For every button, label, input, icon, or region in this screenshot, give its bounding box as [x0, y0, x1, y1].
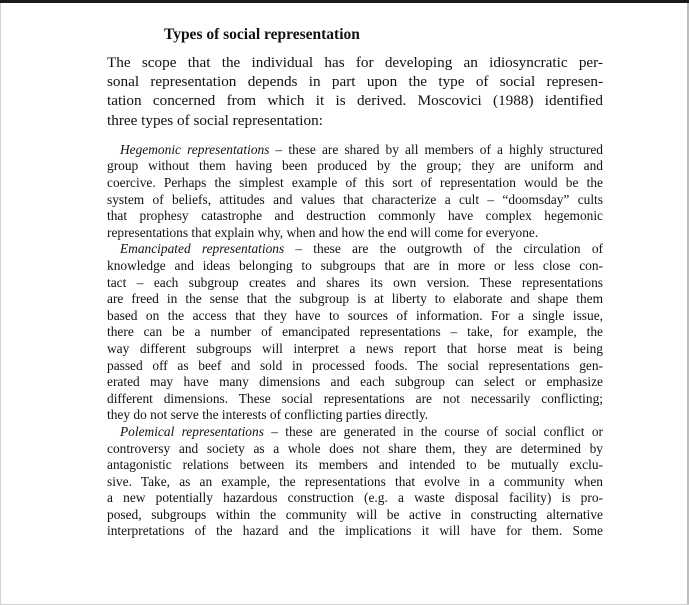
paragraph-line: there can be a number of emancipated representations – take, for example, the	[107, 324, 603, 340]
intro-line: The scope that the individual has for developing an idiosyncratic per-	[107, 54, 603, 71]
document-page	[107, 24, 603, 540]
polemical-term: Polemical representations	[120, 423, 264, 439]
hegemonic-term: Hegemonic representations	[120, 141, 270, 157]
intro-line: tation concerned from which it is derived. Moscovici (1988) identified	[107, 92, 603, 110]
intro-line: sonal representation depends in part upon the type of social represen-	[107, 73, 603, 91]
paragraph-line: based on the access that they have to sources of information. For a single issue,	[107, 307, 603, 323]
paragraph-first-line	[107, 241, 603, 258]
paragraph-line: they do not serve the interests of conflicting parties directly.	[107, 407, 429, 423]
paragraph-line: are freed in the sense that the subgroup is at liberty to elaborate and shape them	[107, 291, 603, 307]
section-heading: Types of social representation	[164, 26, 360, 43]
paragraph-line: interpretations of the hazard and the implications it will have for them. Some	[107, 523, 603, 539]
paragraph-line: knowledge and ideas belonging to subgroups that are in more or less close con-	[107, 257, 603, 273]
intro-line: three types of social representation:	[107, 111, 323, 129]
paragraph-line: representations that explain why, when and how the end will come for everyone.	[107, 224, 539, 240]
paragraph-first-line	[107, 424, 603, 441]
line-text: – these are shared by all members of a highly structured	[269, 141, 603, 157]
paragraph-first-line	[107, 142, 603, 159]
emancipated-paragraph	[107, 241, 603, 424]
paragraph-line: that prophesy catastrophe and destruction commonly have complex hegemonic	[107, 208, 603, 224]
polemical-paragraph	[107, 424, 603, 540]
paragraph-line: sive. Take, as an example, the representations that evolve in a community when	[107, 473, 603, 489]
top-rule	[0, 0, 689, 3]
line-text: – these are the outgrowth of the circulation of	[284, 241, 603, 257]
paragraph-line: way different subgroups will interpret a news report that horse meat is being	[107, 340, 603, 356]
intro-paragraph	[107, 53, 603, 130]
line-text: – these are generated in the course of social conflict or	[263, 423, 603, 439]
paragraph-line: tact – each subgroup creates and shares its own version. These representations	[107, 274, 603, 290]
emancipated-term: Emancipated representations	[120, 241, 285, 257]
paragraph-line: posed, subgroups within the community will be active in constructing alternative	[107, 506, 603, 522]
paragraph-line: coercive. Perhaps the simplest example of this sort of representation would be the	[107, 175, 603, 190]
paragraph-line: controversy and society as a whole does not share them, they are determined by	[107, 440, 603, 456]
paragraph-line: different dimensions. These social representations are not necessarily conflicting;	[107, 390, 603, 406]
hegemonic-paragraph	[107, 142, 603, 242]
paragraph-line: group without them having been produced by the group; they are uniform and	[107, 158, 603, 174]
page-left-edge	[0, 3, 1, 605]
paragraph-line: erated may have many dimensions and each subgroup can select or emphasize	[107, 374, 603, 390]
paragraph-line: a new potentially hazardous construction (e.g. a waste disposal facility) is pro-	[107, 490, 603, 506]
types-list	[107, 142, 603, 540]
paragraph-line: antagonistic relations between its members and intended to be mutually exclu-	[107, 457, 603, 473]
paragraph-line: passed off as beef and sold in processed foods. The social representations gen-	[107, 357, 603, 373]
paragraph-line: system of beliefs, attitudes and values that characterize a cult – “doomsday” cults	[107, 191, 603, 207]
